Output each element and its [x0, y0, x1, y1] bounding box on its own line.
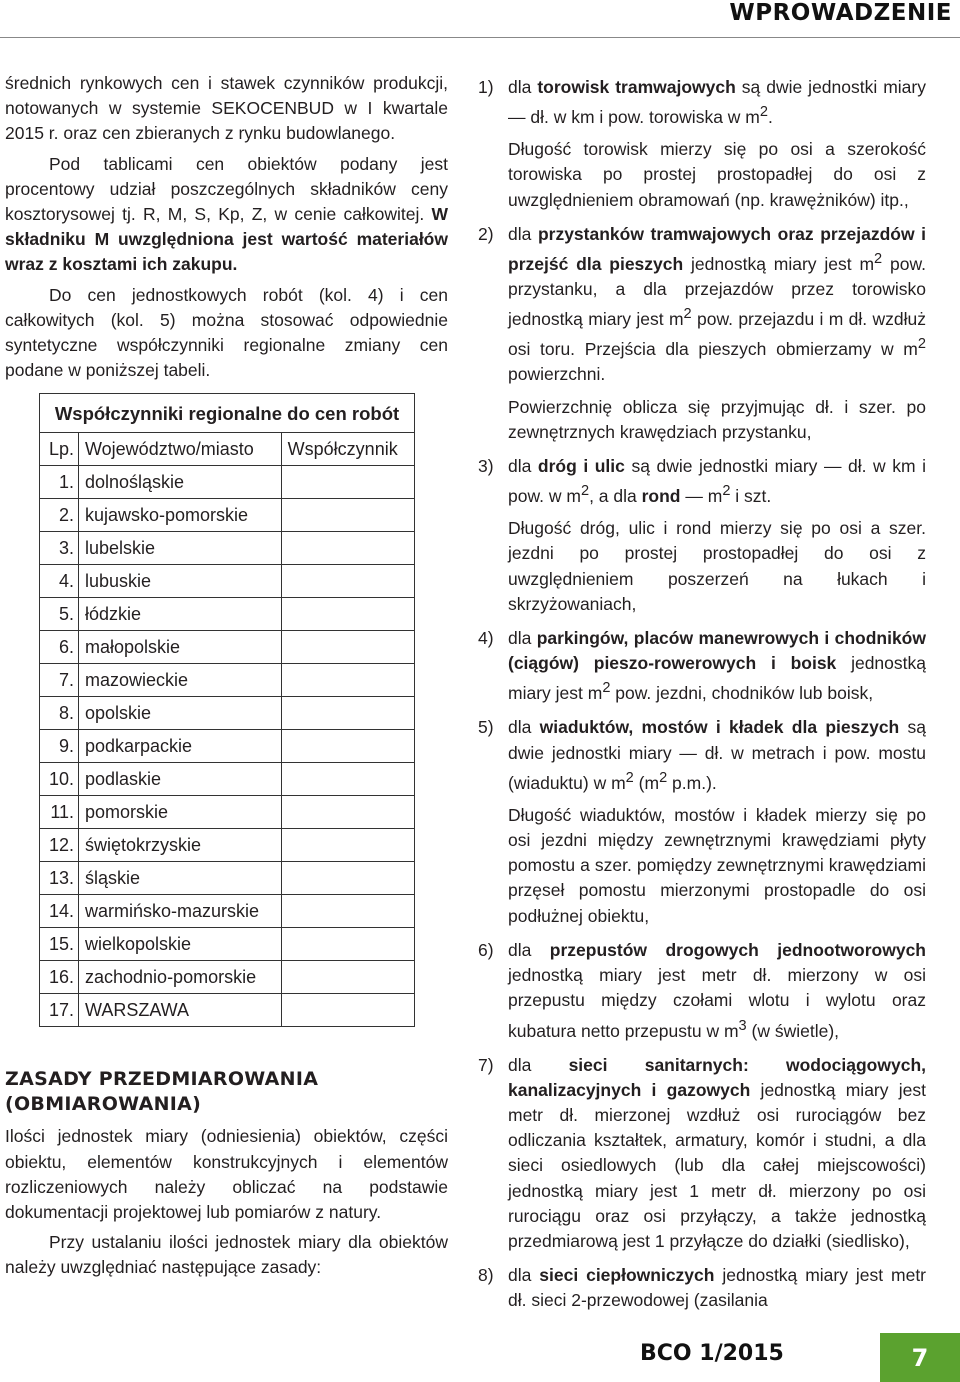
row-region: warmińsko-mazurskie [79, 895, 282, 928]
table-row [40, 928, 415, 961]
list-item [478, 715, 926, 928]
row-coefficient [281, 730, 414, 763]
list-item [478, 626, 926, 706]
row-lp: 6. [40, 631, 79, 664]
row-lp: 16. [40, 961, 79, 994]
row-region: małopolskie [79, 631, 282, 664]
row-lp: 8. [40, 697, 79, 730]
row-lp: 10. [40, 763, 79, 796]
table-row [40, 862, 415, 895]
row-region: kujawsko-pomorskie [79, 499, 282, 532]
row-lp: 2. [40, 499, 79, 532]
page-number: 7 [880, 1333, 960, 1382]
row-lp: 4. [40, 565, 79, 598]
components-paragraph [5, 152, 448, 278]
table-row [40, 565, 415, 598]
list-number: 3) [478, 455, 494, 476]
intro-paragraph: średnich rynkowych cen i stawek czynników produkcji, notowanych w systemie SEKOCENBUD w I kwartale 2015 r. oraz cen zbieranych z rynku budowlanego. [5, 73, 448, 144]
page-header-title: WPROWADZENIE [729, 0, 952, 26]
row-lp: 7. [40, 664, 79, 697]
row-coefficient [281, 598, 414, 631]
row-lp: 13. [40, 862, 79, 895]
row-coefficient [281, 961, 414, 994]
row-lp: 11. [40, 796, 79, 829]
row-coefficient [281, 796, 414, 829]
components-text: Pod tablicami cen obiektów podany jest procentowy udział poszczególnych składników ceny kosztorysowej tj. R, M, S, Kp, Z, w cenie całkowitej. [5, 153, 448, 225]
table-row [40, 895, 415, 928]
components-bold-text: W składniku M uwzględniona jest wartość materiałów wraz z kosztami ich zakupu. [5, 204, 448, 275]
list-text: dla dróg i ulic są dwie jednostki miary — dł. w km i pow. w $m^2$, a dla rond — $m^2$ i szt. [508, 455, 926, 506]
row-coefficient [281, 994, 414, 1027]
row-lp: 14. [40, 895, 79, 928]
row-region: WARSZAWA [79, 994, 282, 1027]
row-coefficient [281, 499, 414, 532]
list-text: dla sieci ciepłowniczych jednostką miary jest metr dł. sieci 2-przewodowej (zasilania [508, 1265, 927, 1311]
table-row [40, 829, 415, 862]
list-number: 6) [478, 939, 494, 960]
table-header-row [40, 433, 415, 466]
row-lp: 12. [40, 829, 79, 862]
column-header-region: Województwo/miasto [79, 433, 282, 466]
list-number: 2) [478, 223, 494, 244]
magazine-issue: BCO 1/2015 [640, 1341, 784, 1366]
section-heading [5, 1067, 448, 1117]
table-row [40, 697, 415, 730]
section-heading-line-1: ZASADY PRZEDMIAROWANIA [5, 1068, 319, 1091]
list-text: dla przystanków tramwajowych oraz przejazdów i przejść dla pieszych jednostką miary jest $m^2$ pow. przystanku, a dla przejazdów przez torowisko jednostką miary jest $m^2$ pow. przejazdu i m dł. wzdłuż osi toru. Przejścia dla pieszych obmierzamy w $m^2$ powierzchni. [508, 223, 926, 385]
row-region: świętokrzyskie [79, 829, 282, 862]
regional-coefficients-table [39, 393, 415, 1027]
left-column [5, 71, 448, 1281]
row-region: lubelskie [79, 532, 282, 565]
row-coefficient [281, 697, 414, 730]
list-text: dla parkingów, placów manewrowych i chodników (ciągów) pieszo-rowerowych i boisk jednostką miary jest $m^2$ pow. jezdni, chodników lub boisk, [508, 628, 926, 704]
section-heading-line-2: (OBMIAROWANIA) [5, 1093, 202, 1116]
row-coefficient [281, 928, 414, 961]
table-row [40, 499, 415, 532]
list-subtext: Długość wiaduktów, mostów i kładek mierzy się po osi jezdni między zewnętrznymi krawędziami płyty pomostu a szer. pomiędzy zewnętrznymi krawędziami przęseł pomostu mierzonymi prostopadle do osi podłużnej obiektu, [508, 804, 926, 926]
row-coefficient [281, 664, 414, 697]
row-lp: 1. [40, 466, 79, 499]
row-lp: 17. [40, 994, 79, 1027]
row-region: opolskie [79, 697, 282, 730]
rules-intro-paragraph: Przy ustalaniu ilości jednostek miary dla obiektów należy uwzględniać następujące zasady: [5, 1232, 448, 1278]
list-number: 4) [478, 628, 494, 648]
list-number: 7) [478, 1054, 494, 1075]
table-row [40, 532, 415, 565]
row-coefficient [281, 532, 414, 565]
row-region: pomorskie [79, 796, 282, 829]
regional-coefficients-paragraph: Do cen jednostkowych robót (kol. 4) i cen całkowitych (kol. 5) można stosować odpowiednie syntetyczne współczynniki regionalne zmiany cen podane w poniższej tabeli. [5, 284, 448, 381]
row-coefficient [281, 862, 414, 895]
list-subtext: Długość torowisk mierzy się po osi a szerokość torowiska po prostej prostopadłej do osi z uwzględnieniem obramowań (np. krawężników) itp., [508, 139, 926, 210]
right-column [478, 75, 926, 1314]
table-row [40, 961, 415, 994]
list-text: dla sieci sanitarnych: wodociągowych, kanalizacyjnych i gazowych jednostką miary jest metr dł. mierzonej wzdłuż osi rurociągów bez odliczania kształtek, armatury, komór i studni, a dla sieci osiedlowych (lub dla całej miejscowości) jednostką miary jest 1 metr dł. mierzony po osi rurociągu oraz osi przyłączy, a także jednostką przedmiarową jest 1 przyłącze do działki (siedlisko), [508, 1054, 927, 1251]
column-header-coefficient: Współczynnik [281, 433, 414, 466]
table-row [40, 730, 415, 763]
row-region: mazowieckie [79, 664, 282, 697]
list-number: 5) [478, 717, 494, 738]
measurement-paragraph: Ilości jednostek miary (odniesienia) obiektów, części obiektu, elementów konstrukcyjnych i elementów rozliczeniowych należy obliczać na podstawie dokumentacji projektowej lub pomiarów z natury. [5, 1126, 448, 1223]
list-item [478, 1053, 926, 1255]
table-row [40, 796, 415, 829]
column-header-lp: Lp. [40, 433, 79, 466]
row-region: śląskie [79, 862, 282, 895]
list-subtext: Długość dróg, ulic i rond mierzy się po osi a szer. jezdni po prostej prostopadłej do osi z uwzględnieniem poszerzeń na łukach i skrzyżowaniach, [508, 518, 926, 614]
row-coefficient [281, 763, 414, 796]
row-lp: 5. [40, 598, 79, 631]
row-region: zachodnio-pomorskie [79, 961, 282, 994]
header-divider [0, 37, 960, 38]
list-item [478, 454, 926, 617]
row-lp: 3. [40, 532, 79, 565]
row-coefficient [281, 895, 414, 928]
list-number: 1) [478, 77, 494, 97]
table-row [40, 466, 415, 499]
row-region: podlaskie [79, 763, 282, 796]
table-row [40, 763, 415, 796]
list-item [478, 1263, 926, 1313]
list-text: dla torowisk tramwajowych są dwie jednostki miary — dł. w km i pow. torowiska w $m^2$. [508, 77, 926, 128]
list-number: 8) [478, 1265, 494, 1286]
row-lp: 9. [40, 730, 79, 763]
list-item [478, 938, 926, 1044]
row-coefficient [281, 466, 414, 499]
table-body [40, 466, 415, 1027]
row-coefficient [281, 829, 414, 862]
row-region: łódzkie [79, 598, 282, 631]
row-region: lubuskie [79, 565, 282, 598]
row-coefficient [281, 631, 414, 664]
list-text: dla przepustów drogowych jednootworowych jednostką miary jest metr dł. mierzony w osi przepustu między czołami wlotu i wylotu oraz kubatura netto przepustu w $m^3$ (w świetle), [508, 939, 926, 1041]
row-region: wielkopolskie [79, 928, 282, 961]
table-row [40, 664, 415, 697]
list-subtext: Powierzchnię oblicza się przyjmując dł. i szer. po zewnętrznych krawędziach przystanku, [508, 396, 926, 442]
list-item [478, 222, 926, 445]
row-region: dolnośląskie [79, 466, 282, 499]
table-row [40, 598, 415, 631]
row-coefficient [281, 565, 414, 598]
row-lp: 15. [40, 928, 79, 961]
table-row [40, 631, 415, 664]
table-row [40, 994, 415, 1027]
list-item [478, 75, 926, 213]
table-title: Współczynniki regionalne do cen robót [40, 394, 415, 433]
row-region: podkarpackie [79, 730, 282, 763]
list-text: dla wiaduktów, mostów i kładek dla pieszych są dwie jednostki miary — dł. w metrach i pow. mostu (wiaduktu) w $m^2$ ($m^2$ p.m.). [508, 717, 926, 793]
